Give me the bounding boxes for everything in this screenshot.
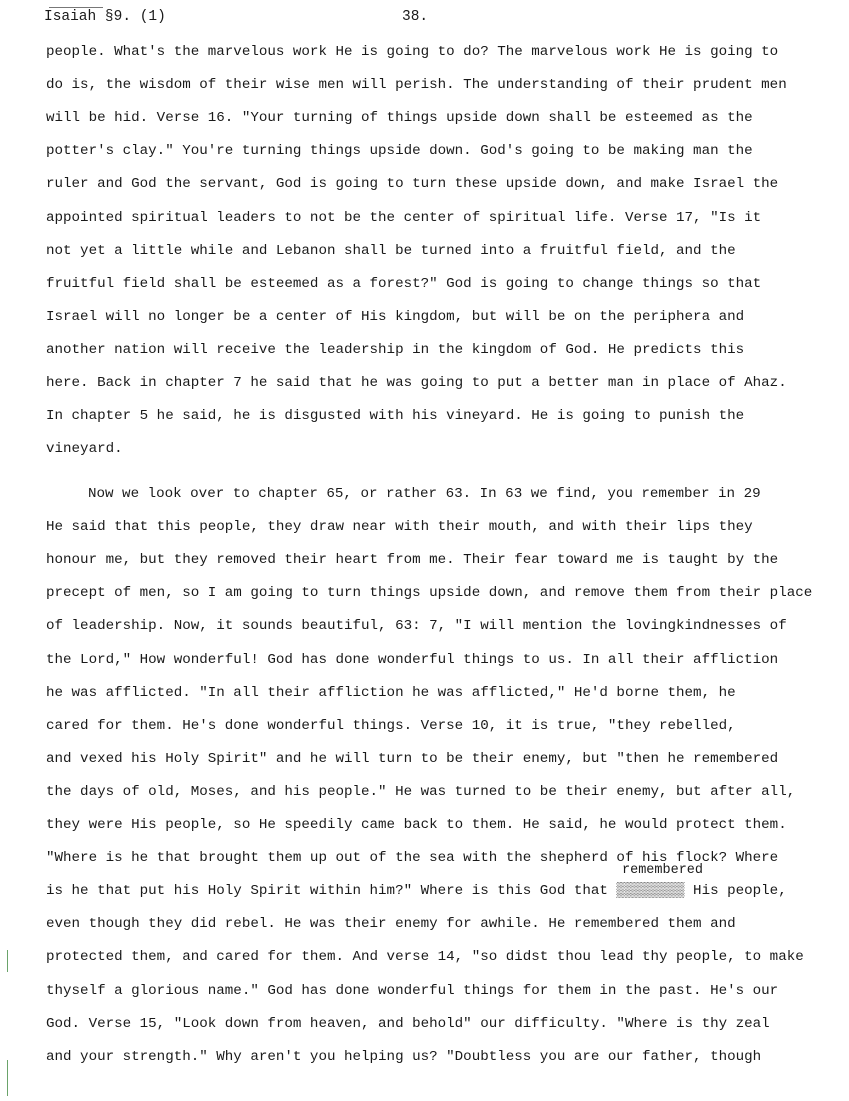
- text-line: of leadership. Now, it sounds beautiful, 63: 7, "I will mention the lovingkindnesses of: [46, 618, 787, 635]
- text-line: appointed spiritual leaders to not be the center of spiritual life. Verse 17, "Is it: [46, 209, 762, 226]
- text-line: do is, the wisdom of their wise men will perish. The understanding of their prudent men: [46, 77, 787, 94]
- text-line: they were His people, so He speedily came back to them. He said, he would protect them.: [46, 817, 787, 833]
- page-number: 38.: [402, 9, 429, 25]
- text-line: Israel will no longer be a center of His kingdom, but will be on the periphera and: [46, 308, 745, 325]
- text-line: vineyard.: [46, 441, 123, 458]
- margin-mark: [7, 1060, 8, 1096]
- text-line: "Where is he that brought them up out of the sea with the shepherd of his flock? Where: [46, 850, 779, 867]
- text-line: people. What's the marvelous work He is going to do? The marvelous work He is going to: [46, 44, 779, 60]
- text-line: not yet a little while and Lebanon shall be turned into a fruitful field, and the: [46, 242, 736, 259]
- text-line: God. Verse 15, "Look down from heaven, and behold" our difficulty. "Where is thy zeal: [46, 1015, 770, 1032]
- text-line: He said that this people, they draw near with their mouth, and with their lips they: [46, 519, 753, 536]
- margin-mark: [7, 950, 8, 972]
- text-line: here. Back in chapter 7 he said that he was going to put a better man in place of Ahaz.: [46, 375, 787, 391]
- handwritten-correction: remembered: [622, 863, 704, 878]
- text-line: honour me, but they removed their heart from me. Their fear toward me is taught by the: [46, 552, 779, 569]
- text-line: even though they did rebel. He was their enemy for awhile. He remembered them and: [46, 916, 736, 933]
- text-line: Now we look over to chapter 65, or rather 63. In 63 we find, you remember in 29: [88, 486, 761, 502]
- text-line: is he that put his Holy Spirit within him?" Where is this God that ▒▒▒▒▒▒▒▒ His people,: [46, 883, 787, 900]
- text-line: he was afflicted. "In all their affliction he was afflicted," He'd borne them, he: [46, 684, 736, 701]
- text-line: precept of men, so I am going to turn things upside down, and remove them from their place: [46, 585, 813, 602]
- text-line: another nation will receive the leadership in the kingdom of God. He predicts this: [46, 341, 745, 358]
- text-line: potter's clay." You're turning things upside down. God's going to be making man the: [46, 143, 753, 160]
- text-line: thyself a glorious name." God has done wonderful things for them in the past. He's our: [46, 982, 779, 999]
- text-line: cared for them. He's done wonderful things. Verse 10, it is true, "they rebelled,: [46, 717, 736, 734]
- text-line: the days of old, Moses, and his people." He was turned to be their enemy, but after all,: [46, 783, 796, 800]
- text-line: ruler and God the servant, God is going to turn these upside down, and make Israel the: [46, 176, 779, 193]
- text-line: will be hid. Verse 16. "Your turning of things upside down shall be esteemed as the: [46, 110, 753, 127]
- text-line: In chapter 5 he said, he is disgusted with his vineyard. He is going to punish the: [46, 408, 745, 425]
- page-header: [44, 6, 804, 28]
- text-line: protected them, and cared for them. And verse 14, "so didst thou lead thy people, to make: [46, 949, 804, 966]
- text-line: and vexed his Holy Spirit" and he will turn to be their enemy, but "then he remembered: [46, 750, 779, 767]
- text-line: and your strength." Why aren't you helping us? "Doubtless you are our father, though: [46, 1048, 762, 1065]
- text-line: fruitful field shall be esteemed as a forest?" God is going to change things so that: [46, 275, 762, 292]
- text-line: the Lord," How wonderful! God has done wonderful things to us. In all their affliction: [46, 651, 779, 668]
- document-title: Isaiah §9. (1): [44, 9, 166, 25]
